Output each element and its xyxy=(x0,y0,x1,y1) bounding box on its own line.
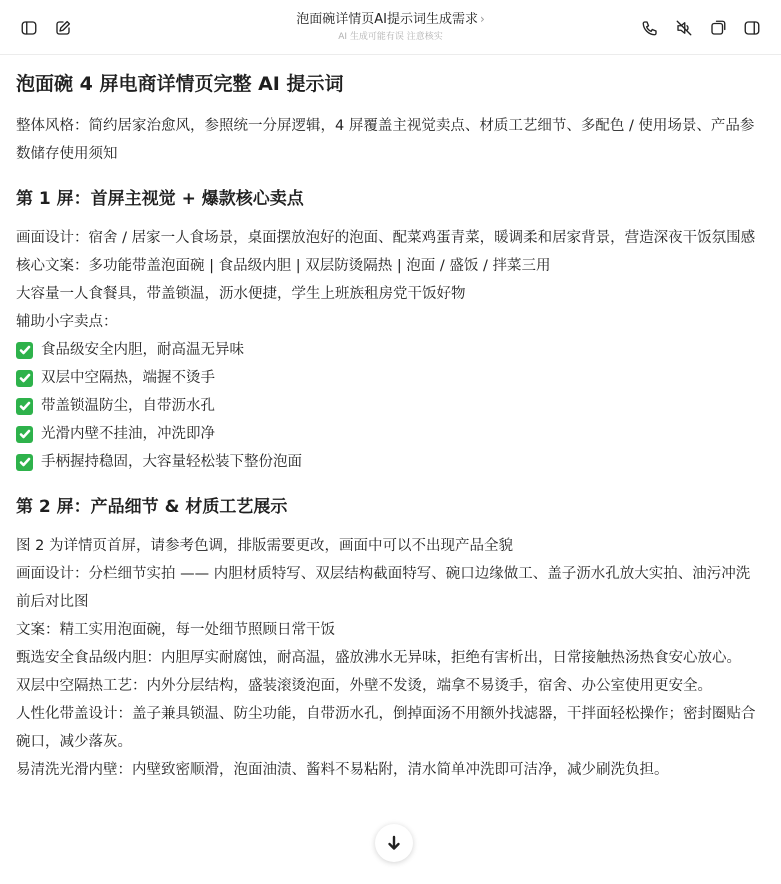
new-window-icon[interactable] xyxy=(706,16,730,40)
s1-copy2: 大容量一人食餐具，带盖锁温，沥水便捷，学生上班族租房党干饭好物 xyxy=(16,286,466,302)
panel-icon[interactable] xyxy=(740,16,764,40)
check-icon xyxy=(16,342,33,359)
intro-paragraph: 整体风格：简约居家治愈风，参照统一分屏逻辑，4 屏覆盖主视觉卖点、材质工艺细节、多配色 / 使用场景、产品参数储存使用须知 xyxy=(16,118,755,162)
selling-point-text: 手柄握持稳固，大容量轻松装下整份泡面 xyxy=(41,454,302,470)
selling-point xyxy=(16,392,761,420)
arrow-down-icon xyxy=(386,835,402,851)
s2-line: 图 2 为详情页首屏，请参考色调，排版需要更改，画面中可以不出现产品全貌 xyxy=(16,538,513,554)
selling-point-text: 双层中空隔热，端握不烫手 xyxy=(41,370,215,386)
bottom-fade xyxy=(0,868,781,884)
edit-icon[interactable] xyxy=(51,16,75,40)
check-icon xyxy=(16,454,33,471)
selling-point-text: 食品级安全内胆，耐高温无异味 xyxy=(41,342,244,358)
phone-icon[interactable] xyxy=(638,16,662,40)
disclaimer-text: AI 生成可能有误 注意核实 xyxy=(338,32,443,42)
check-icon xyxy=(16,370,33,387)
selling-point xyxy=(16,336,761,364)
selling-point-text: 光滑内壁不挂油，冲洗即净 xyxy=(41,426,215,442)
title-text: 泡面碗详情页AI提示词生成需求 xyxy=(296,12,478,27)
selling-point xyxy=(16,420,761,448)
s2-line: 双层中空隔热工艺：内外分层结构，盛装滚烫泡面，外壁不发烫，端拿不易烫手，宿舍、办公室使用更安全。 xyxy=(16,678,712,694)
check-icon xyxy=(16,426,33,443)
s1-copy: 核心文案：多功能带盖泡面碗 | 食品级内胆 | 双层防烫隔热 | 泡面 / 盛饭 / 拌菜三用 xyxy=(16,258,551,274)
s2-line: 甄选安全食品级内胆：内胆厚实耐腐蚀，耐高温，盛放沸水无异味，拒绝有害析出，日常接触热汤热食安心放心。 xyxy=(16,650,741,666)
s2-line: 画面设计：分栏细节实拍 —— 内胆材质特写、双层结构截面特写、碗口边缘做工、盖子沥水孔放大实拍、油污冲洗前后对比图 xyxy=(16,566,751,610)
doc-title: 泡面碗 4 屏电商详情页完整 AI 提示词 xyxy=(16,73,344,95)
conversation-title[interactable] xyxy=(180,10,601,44)
s1-design: 画面设计：宿舍 / 居家一人食场景，桌面摆放泡好的泡面、配菜鸡蛋青菜，暖调柔和居家背景，营造深夜干饭氛围感 xyxy=(16,230,756,246)
s2-line: 人性化带盖设计：盖子兼具锁温、防尘功能，自带沥水孔，倒掉面汤不用额外找滤器，干拌面轻松操作；密封圈贴合碗口，减少落灰。 xyxy=(16,706,756,750)
top-bar xyxy=(0,0,781,55)
selling-point-text: 带盖锁温防尘，自带沥水孔 xyxy=(41,398,215,414)
scroll-to-bottom-button[interactable] xyxy=(375,824,413,862)
message-content xyxy=(16,62,761,784)
selling-point xyxy=(16,448,761,476)
section-1-heading: 第 1 屏：首屏主视觉 + 爆款核心卖点 xyxy=(16,189,304,209)
section-2-heading: 第 2 屏：产品细节 & 材质工艺展示 xyxy=(16,497,288,517)
s2-line: 文案：精工实用泡面碗，每一处细节照顾日常干饭 xyxy=(16,622,335,638)
s2-line: 易清洗光滑内壁：内壁致密顺滑，泡面油渍、酱料不易粘附，清水简单冲洗即可洁净，减少刷洗负担。 xyxy=(16,762,669,778)
chevron-right-icon: › xyxy=(479,12,485,26)
speaker-mute-icon[interactable] xyxy=(672,16,696,40)
sidebar-toggle-icon[interactable] xyxy=(17,16,41,40)
check-icon xyxy=(16,398,33,415)
s1-sub-label: 辅助小字卖点： xyxy=(16,314,118,330)
selling-point xyxy=(16,364,761,392)
